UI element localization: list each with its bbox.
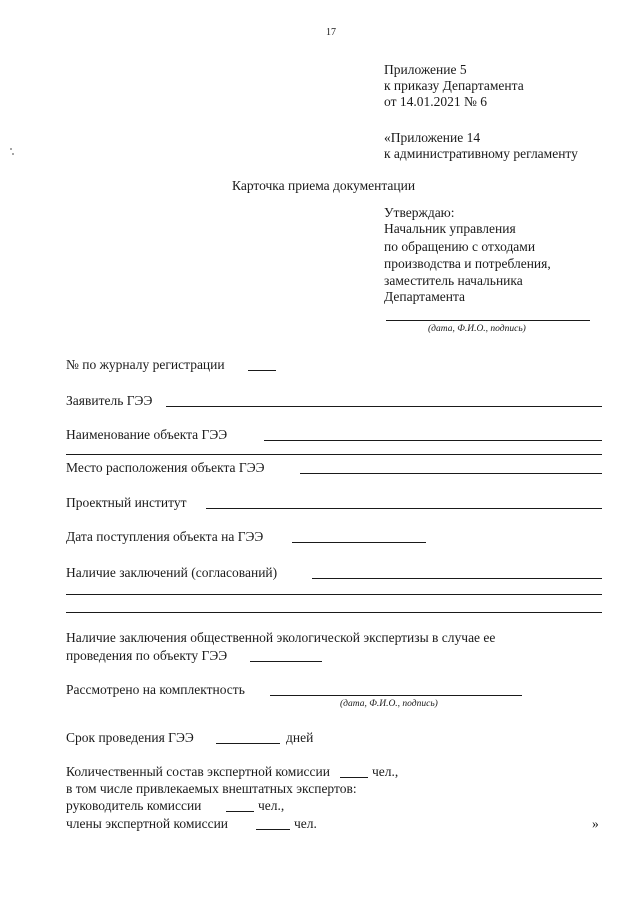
commission-3-line [226, 811, 254, 812]
document-title: Карточка приема документации [232, 178, 416, 193]
completeness-caption: (дата, Ф.И.О., подпись) [340, 699, 438, 709]
object-location-label: Место расположения объекта ГЭЭ [66, 460, 265, 475]
attachment-line-3: от 14.01.2021 № 6 [384, 94, 487, 109]
public-review-line-1: Наличие заключения общественной экологической экспертизы в случае ее [66, 630, 496, 645]
object-name-line [264, 440, 602, 441]
approval-line-2: Начальник управления [384, 221, 516, 236]
commission-4-line [256, 829, 290, 830]
design-institute-label: Проектный институт [66, 495, 187, 510]
conclusions-label: Наличие заключений (согласований) [66, 565, 278, 580]
approval-line-6: Департамента [384, 289, 466, 304]
completeness-label: Рассмотрено на комплектность [66, 682, 245, 697]
annex-line-2: к административному регламенту [384, 146, 578, 161]
commission-line-2: в том числе привлекаемых внештатных экспертов: [66, 781, 357, 796]
conclusions-line [312, 578, 602, 579]
receipt-date-label: Дата поступления объекта на ГЭЭ [66, 529, 264, 544]
scan-speck [10, 148, 12, 150]
receipt-date-line [292, 542, 426, 543]
journal-number-label: № по журналу регистрации [66, 357, 225, 372]
commission-line-4: члены экспертной комиссии [66, 816, 229, 831]
commission-1-unit: чел., [372, 764, 399, 779]
completeness-line [270, 695, 522, 696]
term-line [216, 743, 280, 744]
approval-signature-line [386, 320, 590, 321]
object-name-label: Наименование объекта ГЭЭ [66, 427, 228, 442]
commission-3-unit: чел., [258, 798, 285, 813]
public-review-line-2: проведения по объекту ГЭЭ [66, 648, 228, 663]
approval-line-3: по обращению с отходами [384, 239, 536, 254]
approval-line-4: производства и потребления, [384, 256, 551, 271]
page-number: 17 [326, 27, 336, 38]
annex-line-1: «Приложение 14 [384, 130, 481, 145]
approval-line-5: заместитель начальника [384, 273, 523, 288]
conclusions-line-2 [66, 594, 602, 595]
object-location-line [300, 473, 602, 474]
attachment-line-1: Приложение 5 [384, 62, 467, 77]
approval-line-1: Утверждаю: [384, 205, 455, 220]
commission-1-line [340, 777, 368, 778]
term-label: Срок проведения ГЭЭ [66, 730, 194, 745]
object-name-line-2 [66, 454, 602, 455]
commission-line-1: Количественный состав экспертной комиссии [66, 764, 330, 779]
scan-speck [12, 153, 14, 155]
applicant-line [166, 406, 602, 407]
journal-number-line [248, 370, 276, 371]
applicant-label: Заявитель ГЭЭ [66, 393, 153, 408]
approval-caption: (дата, Ф.И.О., подпись) [428, 324, 526, 334]
public-review-line [250, 661, 322, 662]
commission-4-unit: чел. [294, 816, 317, 831]
closing-quote: » [592, 816, 599, 831]
conclusions-line-3 [66, 612, 602, 613]
attachment-line-2: к приказу Департамента [384, 78, 524, 93]
design-institute-line [206, 508, 602, 509]
term-unit: дней [286, 730, 314, 745]
commission-line-3: руководитель комиссии [66, 798, 202, 813]
